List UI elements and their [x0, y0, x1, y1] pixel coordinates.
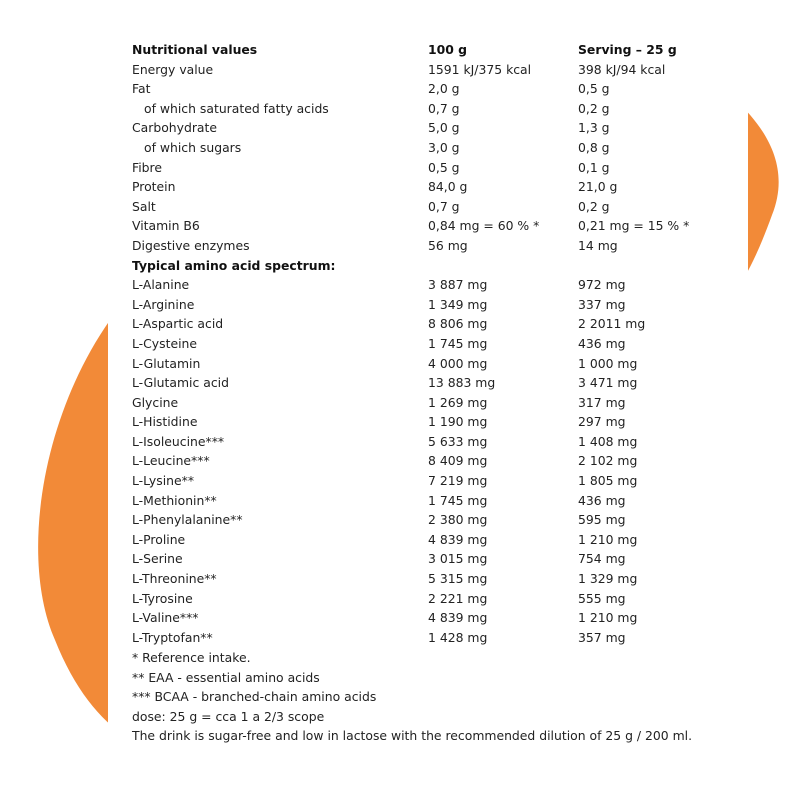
nutrient-name: Salt	[132, 198, 156, 214]
nutrient-name: Vitamin B6	[132, 218, 200, 234]
table-row	[132, 589, 752, 609]
amino-name: L-Arginine	[132, 296, 195, 312]
amino-serving: 436 mg	[578, 335, 626, 351]
amino-per100: 3 015 mg	[428, 551, 488, 567]
amino-name: L-Leucine***	[132, 453, 210, 469]
footnote: *** BCAA - branched-chain amino acids	[132, 689, 377, 705]
nutrient-serving: 0,2 g	[578, 198, 610, 214]
amino-heading-row	[132, 256, 752, 276]
table-row	[132, 295, 752, 315]
header-label: Nutritional values	[132, 42, 258, 57]
amino-name: L-Threonine**	[132, 571, 217, 587]
amino-serving: 595 mg	[578, 512, 626, 528]
amino-per100: 5 315 mg	[428, 571, 488, 587]
table-row	[132, 549, 752, 569]
amino-serving: 555 mg	[578, 590, 626, 606]
amino-per100: 1 190 mg	[428, 414, 488, 430]
nutrient-per100: 0,84 mg = 60 % *	[428, 218, 540, 234]
amino-name: L-Serine	[132, 551, 183, 567]
amino-serving: 297 mg	[578, 414, 626, 430]
nutrient-serving: 0,1 g	[578, 159, 610, 175]
nutrient-name: Carbohydrate	[132, 120, 218, 136]
table-row	[132, 236, 752, 256]
amino-name: L-Lysine**	[132, 473, 195, 489]
amino-per100: 2 380 mg	[428, 512, 488, 528]
amino-per100: 4 000 mg	[428, 355, 488, 371]
table-row	[132, 354, 752, 374]
nutrient-name: Protein	[132, 179, 176, 195]
amino-per100: 1 428 mg	[428, 629, 488, 645]
table-row	[132, 569, 752, 589]
table-row	[132, 628, 752, 648]
nutrient-serving: 21,0 g	[578, 179, 618, 195]
amino-name: L-Proline	[132, 531, 186, 547]
nutrient-serving: 0,2 g	[578, 100, 610, 116]
table-row	[132, 138, 752, 158]
table-row	[132, 197, 752, 217]
amino-name: L-Glutamic acid	[132, 375, 229, 391]
table-row	[132, 471, 752, 491]
table-row	[132, 177, 752, 197]
amino-serving: 357 mg	[578, 629, 626, 645]
table-row	[132, 118, 752, 138]
table-row	[132, 510, 752, 530]
amino-serving: 2 102 mg	[578, 453, 638, 469]
nutrient-serving: 0,8 g	[578, 139, 610, 155]
nutrient-serving: 14 mg	[578, 237, 618, 253]
nutrient-per100: 0,5 g	[428, 159, 460, 175]
amino-per100: 4 839 mg	[428, 610, 488, 626]
amino-name: L-Alanine	[132, 277, 190, 293]
amino-name: L-Valine***	[132, 610, 199, 626]
amino-per100: 4 839 mg	[428, 531, 488, 547]
table-row	[132, 491, 752, 511]
amino-name: L-Tyrosine	[132, 590, 193, 606]
amino-name: L-Histidine	[132, 414, 198, 430]
table-row	[132, 216, 752, 236]
amino-per100: 1 745 mg	[428, 492, 488, 508]
nutrient-per100: 0,7 g	[428, 198, 460, 214]
amino-serving: 1 805 mg	[578, 473, 638, 489]
table-row	[132, 412, 752, 432]
table-row	[132, 373, 752, 393]
table-row	[132, 99, 752, 119]
amino-per100: 8 806 mg	[428, 316, 488, 332]
header-serving: Serving – 25 g	[578, 42, 677, 57]
amino-serving: 1 000 mg	[578, 355, 638, 371]
amino-per100: 1 269 mg	[428, 394, 488, 410]
nutrient-per100: 1591 kJ/375 kcal	[428, 61, 532, 77]
table-row	[132, 608, 752, 628]
nutrient-name: Fibre	[132, 159, 162, 175]
amino-serving: 2 2011 mg	[578, 316, 646, 332]
amino-heading: Typical amino acid spectrum:	[132, 257, 336, 273]
table-row	[132, 432, 752, 452]
amino-per100: 7 219 mg	[428, 473, 488, 489]
footnote: The drink is sugar-free and low in lactose with the recommended dilution of 25 g / 200 ml.	[132, 728, 693, 744]
table-row	[132, 393, 752, 413]
amino-name: L-Phenylalanine**	[132, 512, 243, 528]
nutrient-serving: 398 kJ/94 kcal	[578, 61, 666, 77]
table-row	[132, 60, 752, 80]
nutrient-serving: 0,21 mg = 15 % *	[578, 218, 690, 234]
nutrient-per100: 3,0 g	[428, 139, 460, 155]
amino-per100: 8 409 mg	[428, 453, 488, 469]
nutrient-per100: 2,0 g	[428, 81, 460, 97]
amino-serving: 337 mg	[578, 296, 626, 312]
amino-per100: 1 745 mg	[428, 335, 488, 351]
nutrient-per100: 0,7 g	[428, 100, 460, 116]
nutrient-name: Energy value	[132, 61, 214, 77]
amino-per100: 5 633 mg	[428, 433, 488, 449]
nutrition-table	[132, 40, 752, 647]
amino-name: L-Aspartic acid	[132, 316, 224, 332]
table-row	[132, 275, 752, 295]
amino-serving: 1 408 mg	[578, 433, 638, 449]
amino-serving: 1 210 mg	[578, 610, 638, 626]
amino-per100: 3 887 mg	[428, 277, 488, 293]
nutrient-name: Fat	[132, 81, 151, 97]
table-row	[132, 334, 752, 354]
amino-serving: 1 210 mg	[578, 531, 638, 547]
amino-serving: 754 mg	[578, 551, 626, 567]
amino-serving: 3 471 mg	[578, 375, 638, 391]
amino-name: Glycine	[132, 394, 179, 410]
table-header	[132, 40, 752, 60]
nutrient-serving: 1,3 g	[578, 120, 610, 136]
amino-serving: 1 329 mg	[578, 571, 638, 587]
table-row	[132, 451, 752, 471]
table-row	[132, 530, 752, 550]
amino-name: L-Cysteine	[132, 335, 197, 351]
amino-name: L-Tryptofan**	[132, 629, 213, 645]
table-row	[132, 314, 752, 334]
amino-serving: 317 mg	[578, 394, 626, 410]
amino-name: L-Isoleucine***	[132, 433, 225, 449]
header-100g: 100 g	[428, 42, 468, 57]
nutrient-name: of which saturated fatty acids	[144, 100, 329, 116]
nutrient-per100: 5,0 g	[428, 120, 460, 136]
amino-per100: 2 221 mg	[428, 590, 488, 606]
amino-per100: 1 349 mg	[428, 296, 488, 312]
amino-per100: 13 883 mg	[428, 375, 496, 391]
nutrient-name: of which sugars	[144, 139, 242, 155]
amino-serving: 436 mg	[578, 492, 626, 508]
nutrient-per100: 56 mg	[428, 237, 468, 253]
amino-serving: 972 mg	[578, 277, 626, 293]
table-row	[132, 158, 752, 178]
nutrient-serving: 0,5 g	[578, 81, 610, 97]
footnotes	[132, 648, 772, 746]
amino-name: L-Methionin**	[132, 492, 217, 508]
footnote: ** EAA - essential amino acids	[132, 669, 320, 685]
footnote: * Reference intake.	[132, 650, 251, 665]
nutrient-per100: 84,0 g	[428, 179, 468, 195]
table-row	[132, 79, 752, 99]
nutrient-name: Digestive enzymes	[132, 237, 250, 253]
amino-name: L-Glutamin	[132, 355, 201, 371]
footnote: dose: 25 g = cca 1 a 2/3 scope	[132, 708, 325, 724]
